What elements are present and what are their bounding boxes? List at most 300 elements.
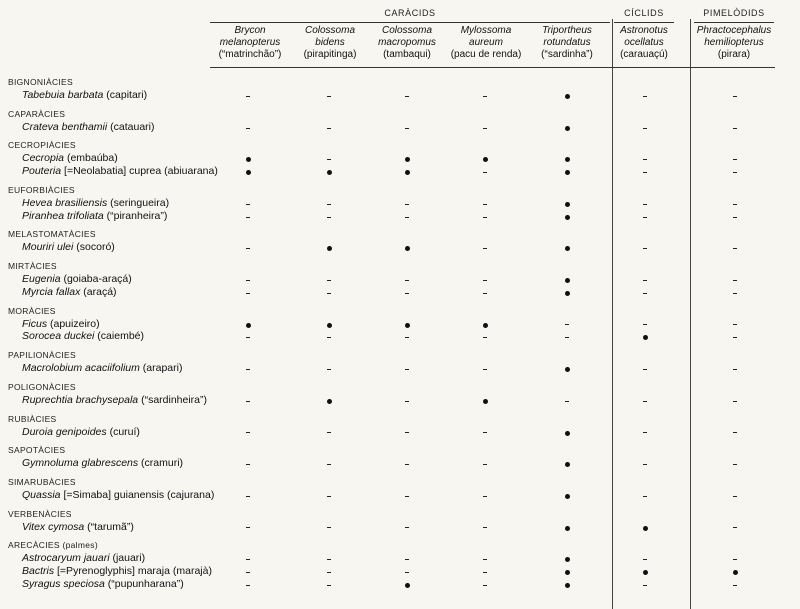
plant-row-label — [22, 152, 118, 164]
plant-row-label — [22, 241, 115, 253]
presence-dot — [322, 320, 336, 332]
species-common-name: (tambaqui) — [383, 49, 431, 60]
absence-dash — [241, 396, 255, 408]
family-heading: MORÀCIES — [8, 305, 56, 316]
absence-dash — [241, 523, 255, 535]
absence-dash — [322, 123, 336, 135]
plant-common-name: (apuizeiro) — [47, 317, 100, 330]
absence-dash — [241, 91, 255, 103]
absence-dash — [241, 491, 255, 503]
header-rule — [210, 67, 775, 68]
dash-icon — [246, 401, 250, 402]
absence-dash — [241, 332, 255, 344]
plant-scientific-name: Quassia — [22, 488, 61, 501]
dash-icon — [483, 248, 487, 249]
absence-dash — [638, 199, 652, 211]
group-rule-pimelodids — [694, 22, 774, 23]
plant-row-label — [22, 286, 117, 298]
dash-icon — [483, 369, 487, 370]
dash-icon — [643, 172, 647, 173]
presence-dot — [560, 523, 574, 535]
dash-icon — [483, 96, 487, 97]
dash-icon — [643, 217, 647, 218]
species-name: Mylossoma aureum — [460, 25, 512, 48]
dash-icon — [483, 128, 487, 129]
dash-icon — [643, 324, 647, 325]
family-heading: PAPILIONÀCIES — [8, 350, 76, 361]
plant-scientific-name: Hevea brasiliensis — [22, 196, 108, 209]
plant-row-label — [22, 565, 212, 577]
plant-common-name: (curuí) — [106, 425, 140, 438]
absence-dash — [638, 167, 652, 179]
plant-common-name: [=Pyrenoglyphis] maraja (marajà) — [54, 565, 212, 578]
plant-row-label — [22, 273, 132, 285]
dash-icon — [733, 280, 737, 281]
dot-icon — [246, 157, 251, 162]
plant-common-name: (goiaba-araçá) — [60, 273, 132, 286]
dash-icon — [483, 293, 487, 294]
absence-dash — [322, 428, 336, 440]
species-common-name: (pacu de renda) — [450, 49, 522, 60]
dash-icon — [405, 572, 409, 573]
absence-dash — [638, 123, 652, 135]
dot-icon — [565, 278, 570, 283]
dash-icon — [246, 572, 250, 573]
dot-icon — [565, 526, 570, 531]
plant-row-label — [22, 362, 182, 374]
dash-icon — [327, 585, 331, 586]
absence-dash — [728, 580, 742, 592]
presence-dot — [560, 580, 574, 592]
absence-dash — [638, 91, 652, 103]
dash-icon — [733, 172, 737, 173]
plant-row-label — [22, 394, 207, 406]
absence-dash — [322, 580, 336, 592]
plant-row-label — [22, 489, 214, 501]
absence-dash — [638, 580, 652, 592]
absence-dash — [728, 523, 742, 535]
absence-dash — [560, 332, 574, 344]
absence-dash — [728, 212, 742, 224]
absence-dash — [478, 580, 492, 592]
absence-dash — [241, 567, 255, 579]
plant-common-name: (“sardinheira”) — [138, 393, 208, 406]
presence-dot — [560, 554, 574, 566]
absence-dash — [638, 459, 652, 471]
dot-icon — [565, 126, 570, 131]
absence-dash — [478, 523, 492, 535]
dash-icon — [733, 337, 737, 338]
plant-scientific-name: Mouriri ulei — [22, 241, 74, 254]
absence-dash — [400, 491, 414, 503]
species-common-name: (carauaçú) — [620, 49, 668, 60]
dash-icon — [405, 464, 409, 465]
plant-scientific-name: Ruprechtia brachysepala — [22, 393, 139, 406]
presence-dot — [560, 123, 574, 135]
presence-dot — [638, 567, 652, 579]
plant-row-label — [22, 318, 100, 330]
dash-icon — [733, 96, 737, 97]
dash-icon — [733, 128, 737, 129]
absence-dash — [638, 288, 652, 300]
presence-dot — [560, 459, 574, 471]
absence-dash — [322, 199, 336, 211]
species-name: Colossoma bidens — [304, 25, 356, 48]
dot-icon — [483, 157, 488, 162]
dash-icon — [733, 217, 737, 218]
dash-icon — [483, 280, 487, 281]
family-heading: SAPOTÀCIES — [8, 445, 66, 456]
absence-dash — [728, 288, 742, 300]
dot-icon — [733, 570, 738, 575]
dot-icon — [327, 246, 332, 251]
species-header — [604, 25, 684, 61]
presence-dot — [478, 320, 492, 332]
dot-icon — [565, 570, 570, 575]
absence-dash — [241, 364, 255, 376]
absence-dash — [400, 364, 414, 376]
dash-icon — [733, 464, 737, 465]
absence-dash — [638, 154, 652, 166]
dot-icon — [565, 202, 570, 207]
dot-icon — [246, 323, 251, 328]
plant-common-name: (“piranheira”) — [103, 209, 168, 222]
species-header — [367, 25, 447, 61]
dash-icon — [733, 369, 737, 370]
dash-icon — [246, 464, 250, 465]
dash-icon — [327, 280, 331, 281]
dash-icon — [327, 159, 331, 160]
presence-dot — [400, 154, 414, 166]
plant-scientific-name: Pouteria — [22, 165, 62, 178]
absence-dash — [638, 491, 652, 503]
presence-dot — [241, 320, 255, 332]
absence-dash — [728, 364, 742, 376]
dash-icon — [483, 217, 487, 218]
absence-dash — [638, 275, 652, 287]
plant-scientific-name: Bactris — [22, 565, 55, 578]
dash-icon — [327, 337, 331, 338]
dot-icon — [565, 557, 570, 562]
dash-icon — [643, 280, 647, 281]
plant-scientific-name: Cecropia — [22, 152, 65, 165]
dash-icon — [246, 248, 250, 249]
absence-dash — [241, 212, 255, 224]
family-heading: VERBENÀCIES — [8, 508, 72, 519]
dot-icon — [246, 170, 251, 175]
dot-icon — [405, 170, 410, 175]
plant-scientific-name: Duroia genipoides — [22, 425, 107, 438]
absence-dash — [638, 428, 652, 440]
absence-dash — [241, 199, 255, 211]
group-header-pimelodids: PIMELÒDIDS — [703, 8, 765, 18]
plant-common-name: (jauari) — [109, 552, 146, 565]
plant-row-label — [22, 426, 140, 438]
dash-icon — [246, 337, 250, 338]
absence-dash — [728, 275, 742, 287]
plant-row-label — [22, 578, 184, 590]
presence-dot — [400, 580, 414, 592]
presence-dot — [560, 154, 574, 166]
presence-dot — [400, 243, 414, 255]
presence-dot — [400, 167, 414, 179]
dot-icon — [405, 323, 410, 328]
absence-dash — [728, 554, 742, 566]
species-common-name: (pirapitinga) — [303, 49, 357, 60]
dash-icon — [327, 204, 331, 205]
absence-dash — [728, 91, 742, 103]
dash-icon — [327, 559, 331, 560]
dash-icon — [246, 128, 250, 129]
family-heading: BIGNONIÀCIES — [8, 77, 74, 87]
plant-row-label — [22, 197, 169, 209]
presence-dot — [560, 364, 574, 376]
column-divider — [690, 19, 691, 609]
absence-dash — [400, 199, 414, 211]
presence-dot — [241, 154, 255, 166]
dash-icon — [565, 401, 569, 402]
presence-dot — [638, 523, 652, 535]
presence-dot — [241, 167, 255, 179]
dash-icon — [733, 293, 737, 294]
absence-dash — [241, 428, 255, 440]
absence-dash — [728, 199, 742, 211]
dash-icon — [643, 585, 647, 586]
absence-dash — [241, 288, 255, 300]
absence-dash — [322, 332, 336, 344]
dash-icon — [405, 204, 409, 205]
absence-dash — [478, 567, 492, 579]
plant-scientific-name: Astrocaryum jauari — [22, 552, 110, 565]
plant-common-name: (embaúba) — [64, 152, 118, 165]
absence-dash — [400, 567, 414, 579]
dash-icon — [246, 432, 250, 433]
presence-dot — [322, 396, 336, 408]
absence-dash — [728, 167, 742, 179]
dash-icon — [483, 572, 487, 573]
presence-dot — [560, 428, 574, 440]
absence-dash — [728, 491, 742, 503]
plant-common-name: (seringueira) — [107, 196, 170, 209]
absence-dash — [478, 123, 492, 135]
absence-dash — [478, 91, 492, 103]
dash-icon — [483, 496, 487, 497]
absence-dash — [400, 91, 414, 103]
plant-common-name: (cramuri) — [138, 457, 184, 470]
dash-icon — [643, 559, 647, 560]
absence-dash — [241, 243, 255, 255]
absence-dash — [728, 320, 742, 332]
absence-dash — [638, 396, 652, 408]
absence-dash — [728, 332, 742, 344]
dash-icon — [483, 432, 487, 433]
dot-icon — [565, 291, 570, 296]
absence-dash — [241, 275, 255, 287]
absence-dash — [322, 491, 336, 503]
plant-scientific-name: Eugenia — [22, 273, 61, 286]
dot-icon — [405, 583, 410, 588]
absence-dash — [400, 288, 414, 300]
plant-row-label — [22, 521, 134, 533]
dash-icon — [246, 96, 250, 97]
dash-icon — [246, 280, 250, 281]
species-common-name: (“matrinchão”) — [218, 49, 282, 60]
family-heading: POLIGONÀCIES — [8, 381, 76, 392]
plant-common-name: (araçá) — [80, 285, 117, 298]
group-header-caracids: CARÀCIDS — [384, 8, 436, 18]
plant-scientific-name: Syragus speciosa — [22, 577, 105, 590]
dash-icon — [405, 217, 409, 218]
absence-dash — [478, 212, 492, 224]
dash-icon — [483, 527, 487, 528]
dash-icon — [483, 585, 487, 586]
absence-dash — [478, 275, 492, 287]
dash-icon — [483, 204, 487, 205]
dash-icon — [327, 572, 331, 573]
dash-icon — [405, 369, 409, 370]
absence-dash — [322, 364, 336, 376]
plant-scientific-name: Sorocea duckei — [22, 330, 95, 343]
dash-icon — [246, 293, 250, 294]
family-heading: MELASTOMATÀCIES — [8, 229, 96, 240]
dash-icon — [405, 527, 409, 528]
plant-common-name: (arapari) — [139, 362, 183, 375]
column-divider — [612, 19, 613, 609]
dash-icon — [483, 559, 487, 560]
absence-dash — [638, 320, 652, 332]
absence-dash — [638, 554, 652, 566]
absence-dash — [400, 396, 414, 408]
dash-icon — [643, 128, 647, 129]
presence-dot — [560, 288, 574, 300]
dash-icon — [483, 464, 487, 465]
dash-icon — [327, 369, 331, 370]
dash-icon — [483, 172, 487, 173]
presence-dot — [560, 167, 574, 179]
dash-icon — [405, 280, 409, 281]
dash-icon — [405, 293, 409, 294]
plant-scientific-name: Macrolobium acaciifolium — [22, 362, 140, 375]
plant-row-label — [22, 210, 167, 222]
dot-icon — [565, 94, 570, 99]
dot-icon — [565, 431, 570, 436]
absence-dash — [728, 243, 742, 255]
species-header — [527, 25, 607, 61]
plant-common-name: (catauari) — [107, 120, 155, 133]
dash-icon — [733, 324, 737, 325]
absence-dash — [241, 123, 255, 135]
absence-dash — [400, 212, 414, 224]
plant-common-name: (capitari) — [103, 89, 148, 101]
absence-dash — [322, 523, 336, 535]
dash-icon — [643, 96, 647, 97]
species-header — [290, 25, 370, 61]
dash-icon — [327, 96, 331, 97]
dash-icon — [405, 496, 409, 497]
absence-dash — [478, 332, 492, 344]
dot-icon — [483, 399, 488, 404]
absence-dash — [638, 243, 652, 255]
dot-icon — [405, 246, 410, 251]
absence-dash — [478, 364, 492, 376]
presence-dot — [322, 167, 336, 179]
dot-icon — [327, 399, 332, 404]
dot-icon — [565, 583, 570, 588]
plant-scientific-name: Tabebuia barbata — [22, 89, 104, 101]
plant-scientific-name: Crateva benthamii — [22, 120, 108, 133]
dash-icon — [246, 217, 250, 218]
absence-dash — [728, 428, 742, 440]
dot-icon — [643, 570, 648, 575]
absence-dash — [322, 459, 336, 471]
absence-dash — [638, 364, 652, 376]
presence-dot — [478, 396, 492, 408]
presence-dot — [560, 491, 574, 503]
absence-dash — [478, 243, 492, 255]
dot-icon — [483, 323, 488, 328]
presence-dot — [728, 567, 742, 579]
dash-icon — [246, 527, 250, 528]
absence-dash — [400, 428, 414, 440]
dash-icon — [733, 432, 737, 433]
presence-dot — [560, 243, 574, 255]
family-heading: EUFORBIÀCIES — [8, 184, 75, 195]
dash-icon — [327, 496, 331, 497]
absence-dash — [400, 123, 414, 135]
absence-dash — [478, 199, 492, 211]
absence-dash — [322, 554, 336, 566]
absence-dash — [478, 459, 492, 471]
plant-scientific-name: Vitex cymosa — [22, 520, 85, 533]
absence-dash — [728, 396, 742, 408]
presence-dot — [322, 243, 336, 255]
dash-icon — [405, 559, 409, 560]
dash-icon — [643, 204, 647, 205]
absence-dash — [400, 554, 414, 566]
dash-icon — [733, 559, 737, 560]
family-heading: MIRTÀCIES — [8, 261, 57, 272]
species-common-name: (“sardinha”) — [541, 49, 593, 60]
dot-icon — [565, 157, 570, 162]
family-heading: RUBIÀCIES — [8, 413, 57, 424]
dash-icon — [327, 217, 331, 218]
plant-row-label — [22, 165, 218, 177]
family-heading: ARECÀCIES (palmes) — [8, 540, 98, 551]
absence-dash — [400, 459, 414, 471]
absence-dash — [478, 491, 492, 503]
absence-dash — [322, 567, 336, 579]
dash-icon — [643, 496, 647, 497]
group-rule-caracids — [210, 22, 610, 23]
family-heading: SIMARUBÀCIES — [8, 476, 76, 487]
absence-dash — [400, 523, 414, 535]
dot-icon — [565, 367, 570, 372]
dot-icon — [565, 170, 570, 175]
plant-common-name: [=Simaba] guianensis (cajurana) — [60, 488, 215, 501]
plant-row-label — [22, 457, 183, 469]
plant-row-label — [22, 121, 154, 133]
dot-icon — [565, 462, 570, 467]
species-name: Astronotus ocellatus — [620, 25, 668, 48]
dash-icon — [643, 401, 647, 402]
plant-scientific-name: Ficus — [22, 317, 48, 330]
dot-icon — [327, 323, 332, 328]
presence-dot — [478, 154, 492, 166]
plant-scientific-name: Gymnoluma glabrescens — [22, 457, 139, 470]
absence-dash — [241, 459, 255, 471]
dash-icon — [643, 159, 647, 160]
dash-icon — [405, 337, 409, 338]
